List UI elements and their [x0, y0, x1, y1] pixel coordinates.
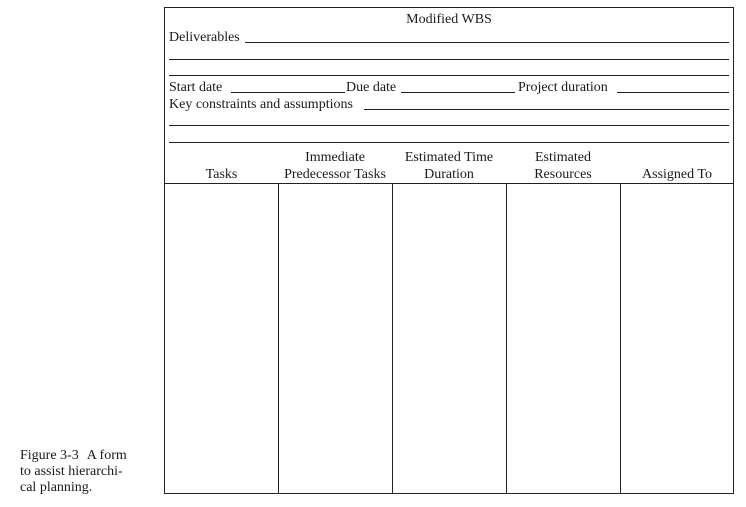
caption-line2: to assist hierarchi-	[20, 464, 123, 479]
form-title: Modified WBS	[406, 12, 492, 27]
column-header-assigned-to	[620, 147, 734, 183]
column-header-line2: Resources	[534, 167, 592, 182]
column-header-line1: Estimated Time	[404, 150, 494, 165]
column-header-line1: Estimated	[535, 150, 591, 165]
due-date-label: Due date	[346, 80, 397, 95]
caption-line1: A form	[86, 448, 127, 463]
caption-line3: cal planning.	[20, 480, 93, 495]
column-header-tasks	[165, 147, 278, 183]
constraints-label: Key constraints and assumptions	[169, 97, 353, 112]
start-date-label: Start date	[169, 80, 223, 95]
column-header-time-duration	[392, 147, 506, 183]
project-duration-label: Project duration	[518, 80, 608, 95]
due-date-line	[401, 92, 515, 93]
column-header-resources	[506, 147, 620, 183]
constraints-line-2	[169, 125, 729, 126]
deliverables-line-3	[169, 75, 729, 76]
column-divider	[620, 183, 621, 493]
figure-caption	[20, 448, 155, 496]
deliverables-line-2	[169, 59, 729, 60]
figure-number: Figure 3-3	[20, 448, 79, 463]
column-header-line2: Predecessor Tasks	[284, 167, 386, 182]
start-date-line	[231, 92, 345, 93]
column-divider	[278, 183, 279, 493]
constraints-line-3	[169, 142, 729, 143]
table-header-divider	[165, 183, 733, 184]
column-header-line2: Duration	[424, 167, 474, 182]
modified-wbs-form	[164, 7, 734, 494]
project-duration-line	[617, 92, 729, 93]
column-header-line1: Immediate	[305, 150, 365, 165]
column-header-line2: Assigned To	[642, 167, 712, 182]
deliverables-line	[245, 42, 729, 43]
column-header-line2: Tasks	[205, 167, 238, 182]
deliverables-label: Deliverables	[169, 30, 240, 45]
constraints-line	[364, 109, 729, 110]
column-header-predecessor	[278, 147, 392, 183]
column-divider	[392, 183, 393, 493]
column-divider	[506, 183, 507, 493]
